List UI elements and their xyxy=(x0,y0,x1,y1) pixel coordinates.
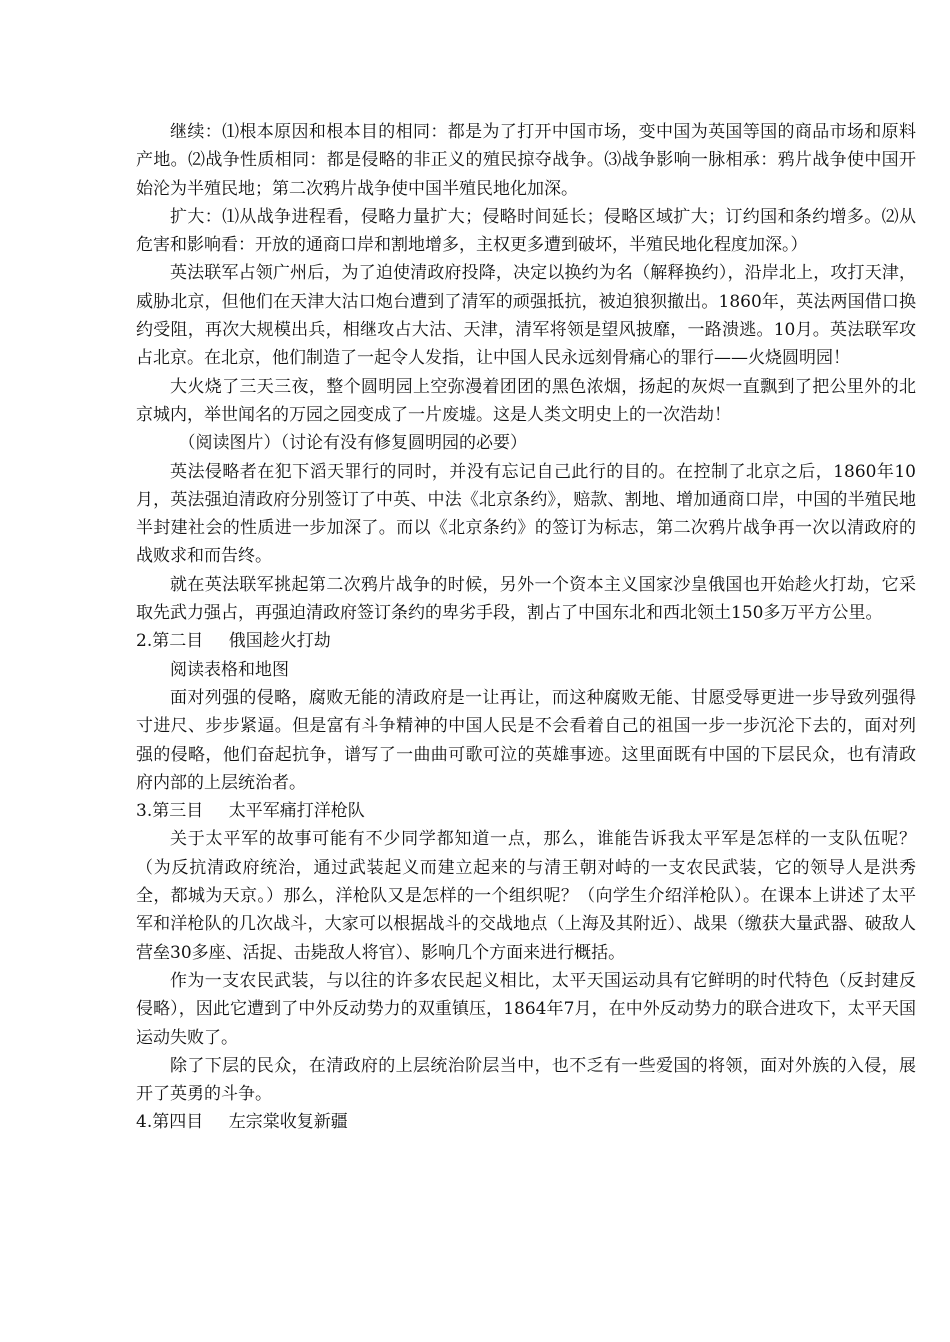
paragraph-resistance: 面对列强的侵略，腐败无能的清政府是一让再让，而这种腐败无能、甘愿受辱更进一步导致列强得寸进尺、步步紧逼。但是富有斗争精神的中国人民是不会看着自己的祖国一步一步沉沦下去的，面对列强的侵略，他们奋起抗争，谱写了一曲曲可歌可泣的英雄事迹。这里面既有中国的下层民众，也有清政府内部的上层统治者。 xyxy=(136,687,916,793)
paragraph-expansion: 扩大：⑴从战争进程看，侵略力量扩大；侵略时间延长；侵略区域扩大；订约国和条约增多。⑵从危害和影响看：开放的通商口岸和割地增多，主权更多遭到破坏，半殖民地化程度加深。） xyxy=(136,206,916,256)
paragraph-peasant-movement: 作为一支农民武装，与以往的许多农民起义相比，太平天国运动具有它鲜明的时代特色（反封建反侵略），因此它遭到了中外反动势力的双重镇压，1864年7月，在中外反动势力的联合进攻下，太平天国运动失败了。 xyxy=(136,970,916,1048)
section-title-3: 太平军痛打洋枪队 xyxy=(228,801,365,822)
section-heading-4 xyxy=(136,1108,916,1136)
section-heading-2 xyxy=(136,627,916,655)
paragraph-patriotic-generals: 除了下层的民众，在清政府的上层统治阶层当中，也不乏有一些爱国的将领，面对外族的入侵，展开了英勇的斗争。 xyxy=(136,1055,916,1105)
section-number-4: 4.第四目 xyxy=(136,1112,204,1133)
section-number-3: 3.第三目 xyxy=(136,801,204,822)
paragraph-taiping-army: 关于太平军的故事可能有不少同学都知道一点，那么，谁能告诉我太平军是怎样的一支队伍呢？（为反抗清政府统治，通过武装起义而建立起来的与清王朝对峙的一支农民武装，它的领导人是洪秀全，都城为天京。）那么，洋枪队又是怎样的一个组织呢？（向学生介绍洋枪队）。在课本上讲述了太平军和洋枪队的几次战斗，大家可以根据战斗的交战地点（上海及其附近）、战果（缴获大量武器、破敌人营垒30多座、活捉、击毙敌人将官）、影响几个方面来进行概括。 xyxy=(136,829,916,963)
section-number-2: 2.第二目 xyxy=(136,631,204,652)
section-title-4: 左宗棠收复新疆 xyxy=(228,1112,348,1133)
paragraph-continuation: 继续：⑴根本原因和根本目的相同：都是为了打开中国市场，变中国为英国等国的商品市场和原料产地。⑵战争性质相同：都是侵略的非正义的殖民掠夺战争。⑶战争影响一脉相承：鸦片战争使中国开始沦为半殖民地；第二次鸦片战争使中国半殖民地化加深。 xyxy=(136,122,916,199)
paragraph-tsarist-russia: 就在英法联军挑起第二次鸦片战争的时候，另外一个资本主义国家沙皇俄国也开始趁火打劫，它采取先武力强占，再强迫清政府签订条约的卑劣手段，割占了中国东北和西北领土150多万平方公里。 xyxy=(136,574,916,624)
section-heading-3 xyxy=(136,797,916,825)
paragraph-anglo-french-army: 英法联军占领广州后，为了迫使清政府投降，决定以换约为名（解释换约），沿岸北上，攻打天津，威胁北京，但他们在天津大沽口炮台遭到了清军的顽强抵抗，被迫狼狈撤出。1860年，英法两国借口换约受阻，再次大规模出兵，相继攻占大沽、天津，清军将领是望风披靡，一路溃逃。10月。英法联军攻占北京。在北京，他们制造了一起令人发指，让中国人民永远刻骨痛心的罪行——火烧圆明园！ xyxy=(136,263,916,369)
paragraph-reading-pictures: （阅读图片）（讨论有没有修复圆明园的必要） xyxy=(178,433,527,454)
section-title-2: 俄国趁火打劫 xyxy=(228,631,331,652)
paragraph-beijing-treaty: 英法侵略者在犯下滔天罪行的同时，并没有忘记自己此行的目的。在控制了北京之后，1860年10月，英法强迫清政府分别签订了中英、中法《北京条约》，赔款、割地、增加通商口岸，中国的半殖民地半封建社会的性质进一步加深了。而以《北京条约》的签订为标志，第二次鸦片战争再一次以清政府的战败求和而告终。 xyxy=(136,461,916,567)
paragraph-fire: 大火烧了三天三夜，整个圆明园上空弥漫着团团的黑色浓烟，扬起的灰烬一直飘到了把公里外的北京城内，举世闻名的万园之园变成了一片废墟。这是人类文明史上的一次浩劫！ xyxy=(136,376,916,425)
section-subtitle-2: 阅读表格和地图 xyxy=(170,659,289,680)
document-body xyxy=(136,118,916,1137)
